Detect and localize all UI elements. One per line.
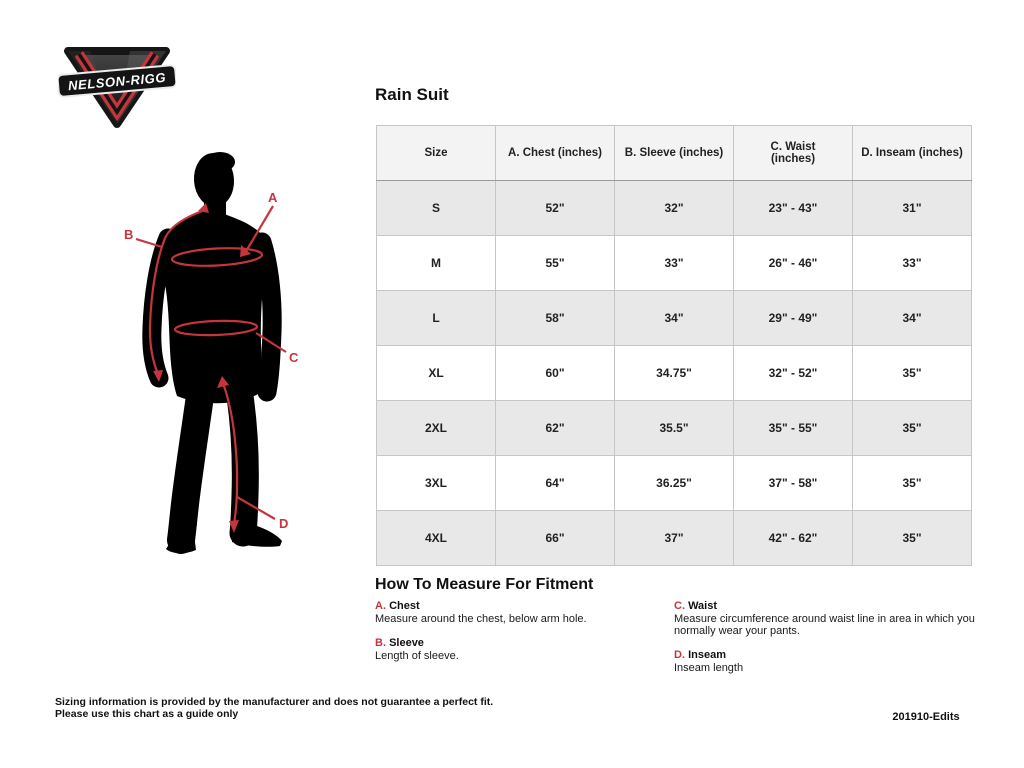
measure-description: Measure circumference around waist line in area in which you normally wear your pants. bbox=[674, 613, 975, 637]
measure-description: Measure around the chest, below arm hole. bbox=[375, 613, 587, 625]
table-row bbox=[377, 401, 972, 456]
col-header-chest: A. Chest (inches) bbox=[496, 126, 615, 181]
cell-waist: 35" - 55" bbox=[734, 401, 853, 456]
disclaimer-line-1: Sizing information is provided by the manufacturer and does not guarantee a perfect fit. bbox=[55, 696, 494, 708]
table-header-row bbox=[377, 126, 972, 181]
cell-inseam: 35" bbox=[853, 511, 972, 566]
table-row bbox=[377, 291, 972, 346]
table-row bbox=[377, 181, 972, 236]
col-header-size: Size bbox=[377, 126, 496, 181]
cell-chest: 58" bbox=[496, 291, 615, 346]
cell-sleeve: 33" bbox=[615, 236, 734, 291]
brand-logo bbox=[58, 42, 176, 134]
measure-item-waist bbox=[674, 600, 984, 637]
cell-chest: 64" bbox=[496, 456, 615, 511]
cell-size: S bbox=[377, 181, 496, 236]
cell-sleeve: 32" bbox=[615, 181, 734, 236]
cell-waist: 42" - 62" bbox=[734, 511, 853, 566]
table-row bbox=[377, 236, 972, 291]
cell-sleeve: 36.25" bbox=[615, 456, 734, 511]
col-header-inseam: D. Inseam (inches) bbox=[853, 126, 972, 181]
cell-chest: 52" bbox=[496, 181, 615, 236]
figure-label-b: B bbox=[124, 227, 134, 242]
col-header-sleeve: B. Sleeve (inches) bbox=[615, 126, 734, 181]
col-header-waist: C. Waist (inches) bbox=[734, 126, 853, 181]
cell-size: XL bbox=[377, 346, 496, 401]
cell-chest: 62" bbox=[496, 401, 615, 456]
measure-item-sleeve bbox=[375, 637, 660, 662]
measure-item-inseam bbox=[674, 649, 984, 674]
cell-sleeve: 35.5" bbox=[615, 401, 734, 456]
figure-label-a: A bbox=[268, 190, 278, 205]
cell-size: M bbox=[377, 236, 496, 291]
cell-chest: 66" bbox=[496, 511, 615, 566]
size-chart-wrap bbox=[376, 125, 972, 566]
measure-description: Inseam length bbox=[674, 662, 744, 674]
measure-label: A. Chest bbox=[375, 600, 420, 612]
table-row bbox=[377, 456, 972, 511]
cell-waist: 32" - 52" bbox=[734, 346, 853, 401]
howto-column-left bbox=[375, 600, 660, 674]
page-title: Rain Suit bbox=[375, 85, 449, 104]
cell-waist: 29" - 49" bbox=[734, 291, 853, 346]
cell-sleeve: 34.75" bbox=[615, 346, 734, 401]
size-chart-table bbox=[376, 125, 972, 566]
cell-size: L bbox=[377, 291, 496, 346]
cell-inseam: 31" bbox=[853, 181, 972, 236]
howto-heading: How To Measure For Fitment bbox=[375, 576, 594, 593]
measure-item-chest bbox=[375, 600, 660, 625]
measure-label: D. Inseam bbox=[674, 649, 726, 661]
cell-size: 2XL bbox=[377, 401, 496, 456]
cell-sleeve: 34" bbox=[615, 291, 734, 346]
logo-banner bbox=[58, 65, 176, 97]
howto-column-right bbox=[674, 600, 984, 686]
cell-size: 3XL bbox=[377, 456, 496, 511]
sizing-disclaimer bbox=[55, 696, 493, 720]
cell-waist: 37" - 58" bbox=[734, 456, 853, 511]
brand-name: NELSON-RIGG bbox=[67, 69, 167, 94]
table-row bbox=[377, 346, 972, 401]
body-silhouette-icon bbox=[152, 152, 282, 554]
measure-label: B. Sleeve bbox=[375, 637, 424, 649]
cell-sleeve: 37" bbox=[615, 511, 734, 566]
table-row bbox=[377, 511, 972, 566]
cell-inseam: 33" bbox=[853, 236, 972, 291]
cell-size: 4XL bbox=[377, 511, 496, 566]
cell-chest: 60" bbox=[496, 346, 615, 401]
measure-label: C. Waist bbox=[674, 600, 717, 612]
cell-waist: 26" - 46" bbox=[734, 236, 853, 291]
cell-inseam: 34" bbox=[853, 291, 972, 346]
cell-inseam: 35" bbox=[853, 401, 972, 456]
document-reference: 201910-Edits bbox=[892, 711, 960, 723]
measure-description: Length of sleeve. bbox=[375, 650, 459, 662]
figure-label-d: D bbox=[279, 516, 289, 531]
cell-waist: 23" - 43" bbox=[734, 181, 853, 236]
cell-chest: 55" bbox=[496, 236, 615, 291]
cell-inseam: 35" bbox=[853, 346, 972, 401]
disclaimer-line-2: Please use this chart as a guide only bbox=[55, 708, 239, 720]
sizing-figure bbox=[120, 140, 330, 570]
cell-inseam: 35" bbox=[853, 456, 972, 511]
figure-label-c: C bbox=[289, 350, 299, 365]
